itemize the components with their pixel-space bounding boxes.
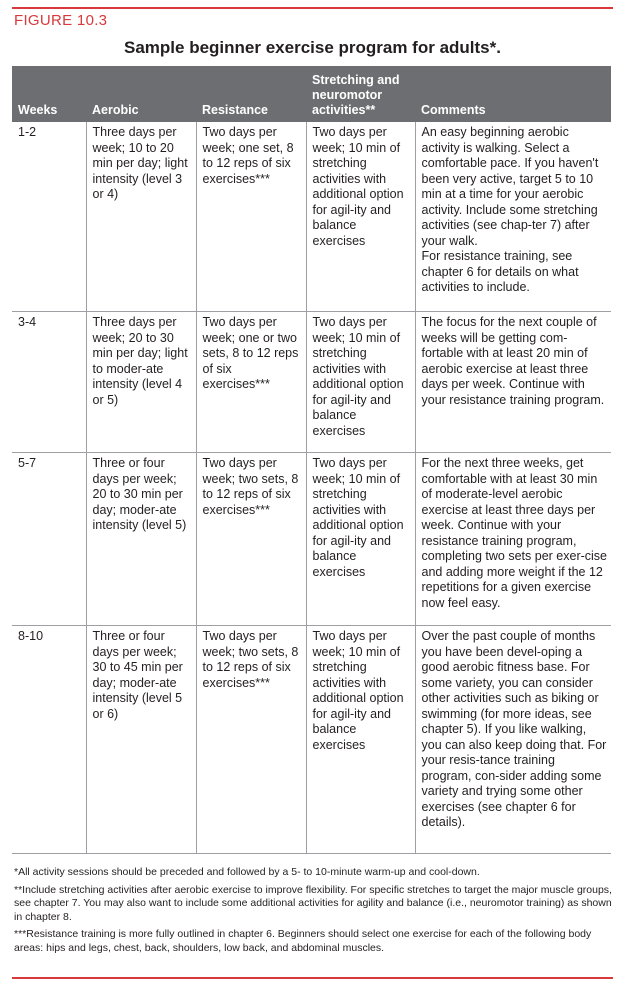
header-stretching: Stretching and neuromotor activities**	[306, 66, 415, 122]
table-header-row	[12, 66, 611, 122]
table-row	[12, 312, 611, 453]
cell-comments: For the next three weeks, get comfortable with at least 30 min of moderate-level aerobic exercise at least three days per week. Continue with your resistance training program, completing two sets per exer-cise and adding more weight if the 12 repetitions for a given exercise now feel easy.	[415, 453, 611, 626]
cell-stretching: Two days per week; 10 min of stretching activities with additional option for agil-ity and balance exercises	[306, 626, 415, 854]
figure-title: Sample beginner exercise program for adults*.	[124, 38, 501, 57]
cell-stretching: Two days per week; 10 min of stretching activities with additional option for agil-ity and balance exercises	[306, 312, 415, 453]
table-row	[12, 453, 611, 626]
footnote: **Include stretching activities after aerobic exercise to improve flexibility. For specific stretches to target the major muscle groups, see chapter 7. You may also want to include some additional activities for agility and balance (i.e., neuromotor training) as shown in chapter 8.	[14, 883, 612, 923]
header-comments: Comments	[415, 66, 611, 122]
cell-weeks: 5-7	[12, 453, 86, 626]
table-row	[12, 626, 611, 854]
cell-weeks: 3-4	[12, 312, 86, 453]
top-rule	[12, 7, 613, 9]
header-resistance: Resistance	[196, 66, 306, 122]
cell-weeks: 1-2	[18, 125, 37, 139]
cell-comments	[415, 122, 611, 312]
cell-resistance: Two days per week; two sets, 8 to 12 reps of six exercises***	[196, 453, 306, 626]
cell-stretching: Two days per week; 10 min of stretching activities with additional option for agil-ity and balance exercises	[306, 122, 415, 312]
program-table-wrapper	[12, 66, 611, 854]
cell-resistance: Two days per week; one set, 8 to 12 reps of six exercises***	[196, 122, 306, 312]
cell-aerobic: Three days per week; 20 to 30 min per day; light to moder-ate intensity (level 4 or 5)	[86, 312, 196, 453]
cell-stretching: Two days per week; 10 min of stretching activities with additional option for agil-ity and balance exercises	[306, 453, 415, 626]
cell-comments: The focus for the next couple of weeks will be getting com-fortable with at least 20 min of aerobic exercise at least three days per week. Continue with your resistance training program.	[415, 312, 611, 453]
cell-aerobic: Three or four days per week; 30 to 45 min per day; moder-ate intensity (level 5 or 6)	[86, 626, 196, 854]
program-table	[12, 66, 611, 854]
table-row	[12, 122, 611, 312]
cell-aerobic: Three or four days per week; 20 to 30 min per day; moder-ate intensity (level 5)	[86, 453, 196, 626]
cell-aerobic: Three days per week; 10 to 20 min per day; light intensity (level 3 or 4)	[86, 122, 196, 312]
footnote: *All activity sessions should be preceded and followed by a 5- to 10-minute warm-up and cool-down.	[14, 866, 480, 878]
footnote: ***Resistance training is more fully outlined in chapter 6. Beginners should select one exercise for each of the following body areas: hips and legs, chest, back, shoulders, low back, and abdominal muscles.	[14, 928, 592, 954]
cell-resistance: Two days per week; one or two sets, 8 to 12 reps of six exercises***	[196, 312, 306, 453]
footnotes	[14, 866, 612, 959]
header-weeks: Weeks	[12, 66, 86, 122]
figure-label: FIGURE 10.3	[14, 12, 108, 29]
cell-weeks: 8-10	[12, 626, 86, 854]
comment-paragraph: For resistance training, see chapter 6 for details on what activities to include.	[421, 249, 579, 294]
comment-paragraph: An easy beginning aerobic activity is walking. Select a comfortable pace. If you haven't been very active, target 5 to 10 min at a time for your aerobic activity. Include some stretching activities (see chap-ter 7) after your walk.	[421, 125, 599, 248]
cell-comments: Over the past couple of months you have been devel-oping a good aerobic fitness base. For some variety, you can consider other activities such as biking or swimming (for more ideas, see chapter 5). If you like walking, you can also keep doing that. For your resis-tance training program, con-sider adding some variety and trying some other exercises (see chapter 6 for details).	[415, 626, 611, 854]
header-aerobic: Aerobic	[86, 66, 196, 122]
cell-resistance: Two days per week; two sets, 8 to 12 reps of six exercises***	[196, 626, 306, 854]
bottom-rule	[12, 977, 613, 979]
